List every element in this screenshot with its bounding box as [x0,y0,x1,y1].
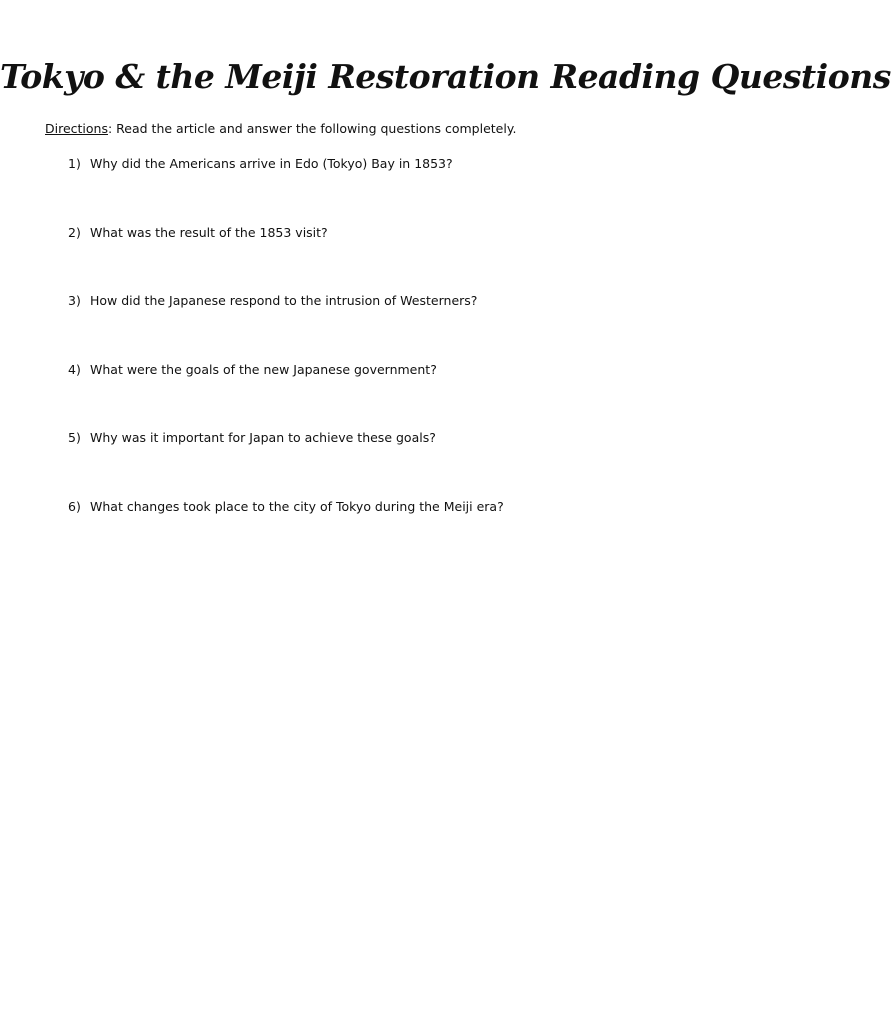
question-item-5 [68,429,504,498]
question-number: 1) [68,156,81,171]
question-item-3 [68,292,504,361]
question-text: What changes took place to the city of Tokyo during the Meiji era? [90,498,504,514]
question-number: 2) [68,224,81,240]
directions-label: Directions [45,121,108,136]
question-number: 3) [68,293,81,309]
question-number: 6) [68,498,81,514]
question-item-6 [68,498,504,567]
question-text: What were the goals of the new Japanese government? [90,361,437,377]
directions-text: : Read the article and answer the following questions completely. [107,121,517,136]
question-item-2 [68,224,504,293]
question-item-1 [68,155,504,224]
question-text: What was the result of the 1853 visit? [90,224,328,240]
directions [45,120,516,138]
question-text: How did the Japanese respond to the intrusion of Westerners? [90,293,478,309]
question-number: 4) [68,361,81,377]
question-number: 5) [68,430,81,446]
question-text: Why did the Americans arrive in Edo (Tokyo) Bay in 1853? [90,156,453,171]
page-title: Tokyo & the Meiji Restoration Reading Questions [0,57,891,96]
question-text: Why was it important for Japan to achieve these goals? [90,430,436,446]
question-list [68,155,504,567]
question-item-4 [68,361,504,430]
